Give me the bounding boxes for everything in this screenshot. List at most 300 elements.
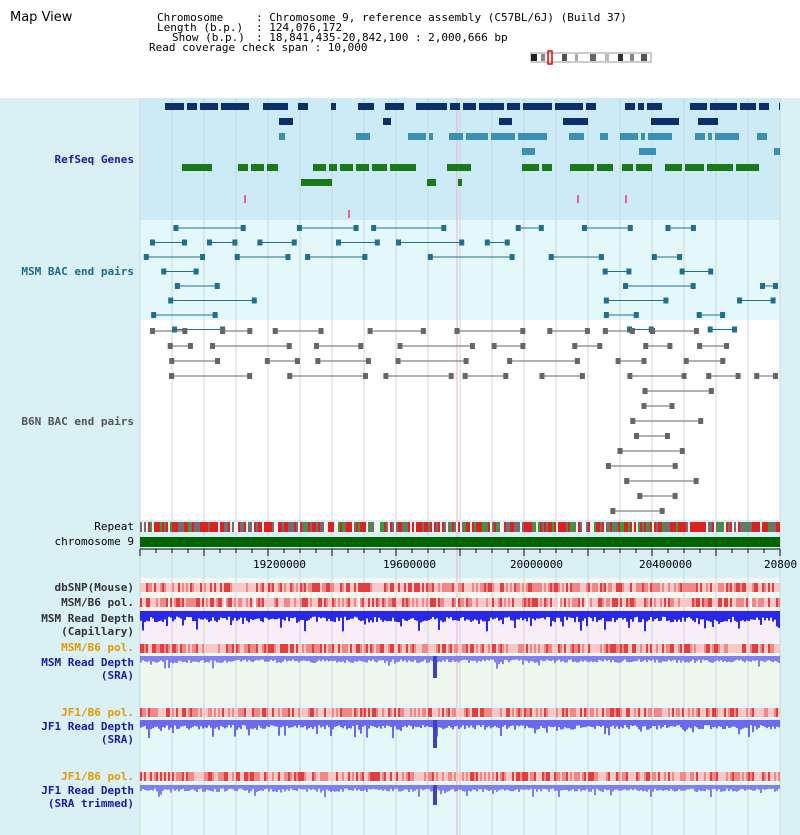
read-depth-bar (166, 785, 168, 790)
read-depth-bar (172, 611, 174, 621)
polymorphism-cell (532, 583, 534, 592)
polymorphism-cell (162, 644, 164, 653)
read-depth-bar (438, 785, 440, 790)
read-depth-bar (688, 720, 690, 728)
polymorphism-cell (752, 598, 754, 607)
polymorphism-cell (554, 708, 556, 717)
read-depth-bar (178, 611, 180, 617)
polymorphism-cell (756, 644, 758, 653)
bac-end (663, 298, 668, 304)
polymorphism-cell (326, 583, 328, 592)
read-depth-bar (696, 785, 698, 792)
read-depth-bar (562, 656, 564, 661)
polymorphism-cell (554, 583, 556, 592)
read-depth-bar (746, 720, 748, 728)
read-depth-bar (560, 611, 562, 622)
polymorphism-cell (330, 583, 332, 592)
read-depth-bar (186, 720, 188, 728)
gene-feature (757, 133, 767, 140)
read-depth-bar (616, 785, 618, 790)
polymorphism-cell (742, 598, 744, 607)
polymorphism-cell (708, 772, 710, 781)
polymorphism-cell (664, 644, 666, 653)
polymorphism-cell (466, 644, 468, 653)
polymorphism-cell (546, 598, 548, 607)
read-depth-bar (186, 611, 188, 617)
read-depth-bar (702, 611, 704, 619)
polymorphism-cell (494, 598, 496, 607)
read-depth-bar (730, 611, 732, 622)
read-depth-bar (508, 720, 510, 727)
polymorphism-cell (180, 708, 182, 717)
polymorphism-cell (740, 583, 742, 592)
read-depth-bar (650, 785, 652, 797)
polymorphism-cell (732, 598, 734, 607)
read-depth-bar (476, 611, 478, 620)
polymorphism-cell (236, 772, 238, 781)
read-depth-bar (502, 785, 504, 789)
polymorphism-cell (510, 598, 512, 607)
polymorphism-cell (602, 598, 604, 607)
read-depth-bar (690, 611, 692, 619)
polymorphism-cell (176, 644, 178, 653)
track-label-msm-b6-pol-1[interactable]: MSM/B6 pol. (61, 596, 134, 609)
read-depth-bar (510, 720, 512, 726)
panel-title: Map View (10, 10, 73, 25)
polymorphism-cell (602, 708, 604, 717)
track-label-jf1-depth-trim-1[interactable]: JF1 Read Depth (41, 784, 134, 797)
read-depth-bar (508, 656, 510, 662)
polymorphism-cell (210, 708, 212, 717)
polymorphism-cell (296, 644, 298, 653)
read-depth-bar (672, 720, 674, 726)
read-depth-bar (300, 785, 302, 789)
read-depth-bar (688, 785, 690, 789)
polymorphism-cell (438, 583, 440, 592)
repeat-segment (202, 522, 204, 532)
polymorphism-cell (432, 598, 434, 607)
polymorphism-cell (510, 772, 512, 781)
polymorphism-cell (464, 583, 466, 592)
read-depth-bar (614, 656, 616, 662)
read-depth-bar (470, 785, 472, 791)
bac-end (610, 508, 615, 514)
read-depth-bar (566, 656, 568, 662)
repeat-segment (334, 522, 336, 532)
polymorphism-cell (542, 772, 544, 781)
polymorphism-cell (618, 583, 620, 592)
read-depth-bar (486, 611, 488, 631)
read-depth-bar (478, 611, 480, 624)
polymorphism-cell (722, 772, 724, 781)
read-depth-bar (754, 656, 756, 661)
read-depth-bar (666, 656, 668, 661)
read-depth-bar (704, 656, 706, 660)
bac-end (677, 254, 682, 260)
read-depth-bar (628, 720, 630, 729)
polymorphism-cell (440, 583, 442, 592)
polymorphism-cell (340, 583, 342, 592)
read-depth-bar (746, 656, 748, 661)
read-depth-bar (230, 785, 232, 789)
polymorphism-cell (536, 583, 538, 592)
polymorphism-cell (678, 772, 680, 781)
polymorphism-cell (294, 772, 296, 781)
polymorphism-cell (754, 772, 756, 781)
ideogram-band (605, 54, 609, 61)
repeat-segment (720, 522, 722, 532)
read-depth-bar (220, 656, 222, 663)
read-depth-bar (550, 611, 552, 626)
polymorphism-cell (606, 598, 608, 607)
read-depth-bar (456, 785, 458, 791)
track-label-msm-depth-sra-1[interactable]: MSM Read Depth (41, 656, 134, 669)
polymorphism-cell (586, 644, 588, 653)
polymorphism-cell (630, 583, 632, 592)
read-depth-bar (200, 785, 202, 789)
read-depth-bar (608, 656, 610, 660)
read-depth-bar (290, 611, 292, 618)
polymorphism-cell (592, 644, 594, 653)
gene-feature (390, 164, 416, 171)
polymorphism-cell (380, 644, 382, 653)
polymorphism-cell (412, 583, 414, 592)
bac-end (691, 225, 696, 231)
read-depth-bar (572, 720, 574, 730)
read-depth-bar (160, 656, 162, 661)
polymorphism-cell (620, 708, 622, 717)
gene-feature (600, 133, 608, 140)
read-depth-bar (204, 611, 206, 618)
read-depth-bar (480, 656, 482, 662)
polymorphism-cell (220, 644, 222, 653)
polymorphism-cell (380, 598, 382, 607)
read-depth-bar (570, 656, 572, 660)
polymorphism-cell (582, 772, 584, 781)
read-depth-bar (570, 611, 572, 618)
polymorphism-cell (520, 644, 522, 653)
repeat-segment (288, 522, 290, 532)
read-depth-bar (536, 720, 538, 730)
read-depth-bar (262, 785, 264, 791)
read-depth-bar (710, 656, 712, 663)
read-depth-bar (662, 656, 664, 661)
read-depth-bar (286, 656, 288, 661)
read-depth-bar (356, 656, 358, 662)
polymorphism-cell (372, 708, 374, 717)
polymorphism-cell (720, 772, 722, 781)
polymorphism-cell (278, 598, 280, 607)
repeat-segment (696, 522, 698, 532)
read-depth-bar (250, 611, 252, 619)
read-depth-bar (230, 656, 232, 662)
polymorphism-cell (750, 708, 752, 717)
polymorphism-cell (238, 598, 240, 607)
polymorphism-cell (194, 708, 196, 717)
polymorphism-cell (738, 644, 740, 653)
polymorphism-cell (352, 708, 354, 717)
polymorphism-cell (278, 708, 280, 717)
track-label-jf1-pol-2[interactable]: JF1/B6 pol. (61, 770, 134, 783)
read-depth-bar (236, 656, 238, 660)
read-depth-bar (668, 656, 670, 660)
track-label-msm-b6-pol-2[interactable]: MSM/B6 pol. (61, 641, 134, 654)
polymorphism-cell (158, 644, 160, 653)
read-depth-bar (588, 785, 590, 792)
polymorphism-cell (400, 772, 402, 781)
read-depth-bar (704, 611, 706, 628)
polymorphism-cell (660, 708, 662, 717)
read-depth-bar (720, 656, 722, 660)
polymorphism-cell (288, 598, 290, 607)
polymorphism-cell (694, 708, 696, 717)
polymorphism-cell (592, 772, 594, 781)
polymorphism-cell (456, 583, 458, 592)
read-depth-bar (400, 785, 402, 791)
read-depth-bar (772, 785, 774, 789)
read-depth-bar (724, 656, 726, 661)
track-label-jf1-pol-1[interactable]: JF1/B6 pol. (61, 706, 134, 719)
polymorphism-cell (404, 772, 406, 781)
polymorphism-cell (690, 708, 692, 717)
bac-end (247, 328, 252, 334)
read-depth-bar (406, 720, 408, 727)
read-depth-bar (716, 720, 718, 728)
polymorphism-cell (450, 598, 452, 607)
polymorphism-cell (660, 583, 662, 592)
polymorphism-cell (172, 708, 174, 717)
polymorphism-cell (410, 644, 412, 653)
bac-end (698, 418, 703, 424)
track-label-msm-depth-cap-1[interactable]: MSM Read Depth (41, 612, 134, 625)
polymorphism-cell (658, 772, 660, 781)
read-depth-bar (488, 785, 490, 791)
polymorphism-cell (462, 583, 464, 592)
polymorphism-cell (346, 772, 348, 781)
read-depth-bar (656, 611, 658, 618)
read-depth-bar (534, 656, 536, 663)
polymorphism-cell (628, 644, 630, 653)
polymorphism-cell (778, 598, 780, 607)
read-depth-bar (566, 611, 568, 620)
read-depth-bar (166, 720, 168, 725)
polymorphism-cell (672, 583, 674, 592)
repeat-segment (408, 522, 410, 532)
read-depth-bar (256, 785, 258, 792)
polymorphism-cell (424, 644, 426, 653)
read-depth-bar (758, 656, 760, 667)
read-depth-bar (500, 656, 502, 662)
repeat-segment (558, 522, 560, 532)
bac-end (207, 240, 212, 246)
polymorphism-cell (696, 644, 698, 653)
read-depth-bar (544, 611, 546, 619)
read-depth-bar (510, 785, 512, 791)
read-depth-bar (564, 785, 566, 790)
read-depth-bar (190, 656, 192, 663)
polymorphism-cell (634, 772, 636, 781)
read-depth-bar (206, 611, 208, 620)
read-depth-bar (498, 611, 500, 621)
bac-end (720, 358, 725, 364)
repeat-segment (324, 522, 326, 532)
read-depth-bar (300, 720, 302, 727)
read-depth-bar (150, 785, 152, 790)
polymorphism-cell (374, 598, 376, 607)
polymorphism-cell (548, 644, 550, 653)
polymorphism-cell (704, 644, 706, 653)
repeat-segment (208, 522, 210, 532)
polymorphism-cell (312, 644, 314, 653)
polymorphism-cell (498, 772, 500, 781)
polymorphism-cell (262, 598, 264, 607)
repeat-segment (538, 522, 540, 532)
read-depth-bar (178, 720, 180, 729)
polymorphism-cell (186, 598, 188, 607)
polymorphism-cell (302, 598, 304, 607)
read-depth-bar (426, 611, 428, 621)
read-depth-bar (468, 656, 470, 663)
polymorphism-cell (526, 772, 528, 781)
read-depth-bar (262, 656, 264, 660)
read-depth-bar (730, 785, 732, 789)
polymorphism-cell (770, 772, 772, 781)
polymorphism-cell (326, 598, 328, 607)
gene-feature (710, 103, 737, 110)
read-depth-bar (228, 785, 230, 789)
polymorphism-cell (540, 708, 542, 717)
polymorphism-cell (632, 644, 634, 653)
bac-end (637, 493, 642, 499)
polymorphism-cell (238, 772, 240, 781)
read-depth-bar (610, 656, 612, 662)
read-depth-bar (576, 656, 578, 663)
read-depth-bar (302, 785, 304, 789)
polymorphism-cell (700, 772, 702, 781)
polymorphism-cell (674, 644, 676, 653)
read-depth-bar (304, 611, 306, 631)
polymorphism-cell (478, 708, 480, 717)
read-depth-bar (416, 785, 418, 789)
polymorphism-cell (650, 708, 652, 717)
read-depth-bar (534, 785, 536, 789)
read-depth-bar (146, 611, 148, 621)
polymorphism-cell (280, 708, 282, 717)
read-depth-bar (506, 785, 508, 790)
read-depth-bar (274, 656, 276, 660)
read-depth-bar (188, 785, 190, 791)
read-depth-bar (758, 720, 760, 728)
read-depth-bar (742, 720, 744, 729)
read-depth-bar (174, 785, 176, 791)
read-depth-bar (306, 720, 308, 730)
read-depth-bar (384, 656, 386, 663)
read-depth-bar (548, 611, 550, 617)
polymorphism-cell (534, 644, 536, 653)
read-depth-bar (476, 656, 478, 663)
polymorphism-cell (714, 644, 716, 653)
repeat-segment (398, 522, 400, 532)
read-depth-bar (584, 656, 586, 660)
polymorphism-cell (600, 772, 602, 781)
polymorphism-cell (348, 583, 350, 592)
polymorphism-cell (754, 583, 756, 592)
read-depth-bar (180, 611, 182, 619)
show-value: : 18,841,435-20,842,100 : 2,000,666 bp (256, 31, 508, 44)
read-depth-bar (222, 785, 224, 789)
read-depth-bar (544, 720, 546, 728)
repeat-segment (454, 522, 456, 532)
polymorphism-cell (726, 598, 728, 607)
repeat-segment (738, 522, 740, 532)
read-depth-bar (604, 785, 606, 789)
polymorphism-cell (528, 772, 530, 781)
polymorphism-cell (658, 583, 660, 592)
track-label-dbsnp[interactable]: dbSNP(Mouse) (54, 581, 134, 594)
read-depth-bar (392, 611, 394, 618)
read-depth-bar (672, 785, 674, 791)
polymorphism-cell (498, 598, 500, 607)
polymorphism-cell (566, 708, 568, 717)
read-depth-bar (326, 656, 328, 660)
repeat-segment (724, 522, 726, 532)
bac-end (650, 328, 655, 334)
read-depth-bar (400, 611, 402, 626)
polymorphism-cell (618, 598, 620, 607)
polymorphism-cell (234, 598, 236, 607)
polymorphism-cell (376, 772, 378, 781)
read-depth-bar (282, 611, 284, 620)
read-depth-bar (496, 720, 498, 727)
polymorphism-cell (520, 708, 522, 717)
polymorphism-cell (676, 644, 678, 653)
polymorphism-cell (636, 772, 638, 781)
track-label-msm-bac[interactable]: MSM BAC end pairs (21, 265, 134, 278)
read-depth-bar (470, 656, 472, 661)
read-depth-bar (278, 720, 280, 736)
polymorphism-cell (544, 644, 546, 653)
track-label-b6n-bac[interactable]: B6N BAC end pairs (21, 415, 134, 428)
repeat-segment (640, 522, 642, 532)
read-depth-bar (148, 720, 150, 738)
read-depth-bar (278, 611, 280, 618)
repeat-segment (664, 522, 666, 532)
polymorphism-cell (294, 598, 296, 607)
track-label-jf1-depth-sra-1[interactable]: JF1 Read Depth (41, 720, 134, 733)
track-label-refseq[interactable]: RefSeq Genes (54, 153, 134, 166)
polymorphism-cell (376, 583, 378, 592)
repeat-segment (382, 522, 384, 532)
polymorphism-cell (336, 772, 338, 781)
polymorphism-cell (188, 583, 190, 592)
read-depth-bar (366, 720, 368, 738)
polymorphism-cell (220, 598, 222, 607)
read-depth-bar (538, 785, 540, 789)
polymorphism-cell (746, 598, 748, 607)
polymorphism-cell (600, 598, 602, 607)
bac-end (247, 373, 252, 379)
read-depth-bar (744, 656, 746, 662)
read-depth-bar (516, 656, 518, 660)
polymorphism-cell (710, 583, 712, 592)
polymorphism-cell (218, 598, 220, 607)
read-depth-bar (642, 656, 644, 661)
read-depth-bar (170, 656, 172, 663)
repeat-segment (206, 522, 208, 532)
polymorphism-cell (376, 708, 378, 717)
polymorphism-cell (182, 644, 184, 653)
polymorphism-cell (156, 772, 158, 781)
